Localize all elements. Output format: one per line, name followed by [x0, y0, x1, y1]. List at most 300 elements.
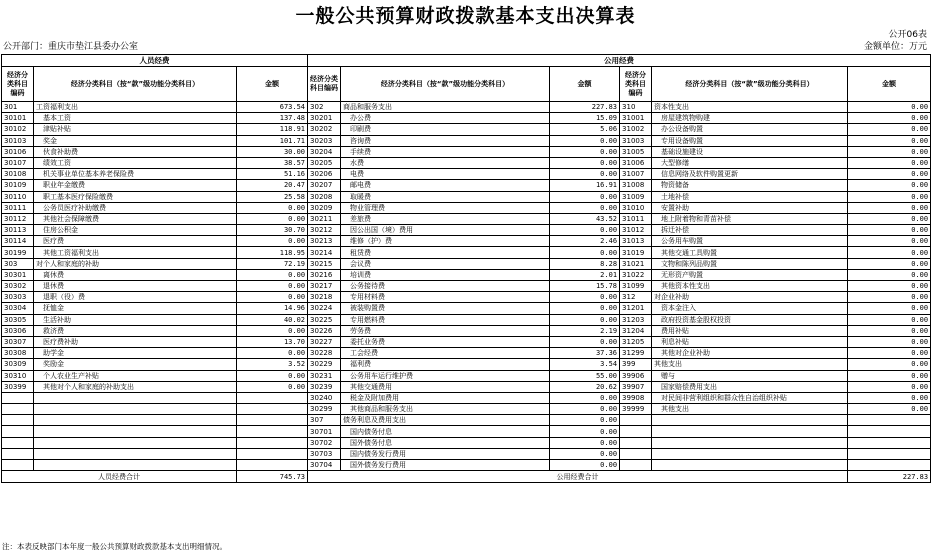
item-name-cell — [652, 437, 848, 448]
personnel-total-amount: 745.73 — [237, 471, 308, 483]
code-cell: 30217 — [308, 281, 341, 292]
code-cell: 30106 — [2, 146, 34, 157]
amount-cell: 0.00 — [550, 191, 620, 202]
table-row — [2, 359, 931, 370]
item-name-cell: 其他交通工具购置 — [652, 247, 848, 258]
item-name-cell: 医疗费 — [34, 236, 237, 247]
item-name-cell: 其他支出 — [652, 359, 848, 370]
table-row — [2, 325, 931, 336]
amount-cell: 14.96 — [237, 303, 308, 314]
code-cell: 30111 — [2, 202, 34, 213]
code-cell: 30702 — [308, 437, 341, 448]
item-name-cell — [652, 460, 848, 471]
amount-cell: 137.48 — [237, 113, 308, 124]
item-name-cell: 租赁费 — [341, 247, 550, 258]
item-name-cell: 绩效工资 — [34, 157, 237, 168]
item-name-cell: 维修（护）费 — [341, 236, 550, 247]
item-name-cell: 工资福利支出 — [34, 102, 237, 113]
code-cell — [2, 415, 34, 426]
code-cell: 312 — [620, 292, 652, 303]
amount-cell: 0.00 — [550, 460, 620, 471]
amount-cell: 0.00 — [550, 404, 620, 415]
item-name-cell: 资本性支出 — [652, 102, 848, 113]
item-name-cell: 公务员医疗补助缴费 — [34, 202, 237, 213]
amount-cell: 0.00 — [848, 113, 931, 124]
amount-cell: 0.00 — [237, 202, 308, 213]
amount-cell: 118.95 — [237, 247, 308, 258]
amount-cell: 3.52 — [237, 359, 308, 370]
amount-cell — [237, 426, 308, 437]
code-cell: 30239 — [308, 381, 341, 392]
item-name-cell — [652, 448, 848, 459]
amount-cell: 2.46 — [550, 236, 620, 247]
table-row — [2, 102, 931, 113]
code-cell: 30703 — [308, 448, 341, 459]
table-row — [2, 135, 931, 146]
item-name-cell: 水费 — [341, 157, 550, 168]
item-name-cell: 职业年金缴费 — [34, 180, 237, 191]
item-name-cell — [34, 437, 237, 448]
amount-cell: 25.58 — [237, 191, 308, 202]
item-name-cell: 税金及附加费用 — [341, 392, 550, 403]
amount-cell: 0.00 — [848, 314, 931, 325]
code-cell: 30224 — [308, 303, 341, 314]
item-name-cell: 其他对个人和家庭的补助支出 — [34, 381, 237, 392]
item-name-cell: 手续费 — [341, 146, 550, 157]
code-cell: 31001 — [620, 113, 652, 124]
table-row — [2, 169, 931, 180]
public-total-amount: 227.83 — [848, 471, 931, 483]
code-cell: 30704 — [308, 460, 341, 471]
amount-cell: 0.00 — [550, 303, 620, 314]
code-cell: 30211 — [308, 213, 341, 224]
code-cell: 31009 — [620, 191, 652, 202]
code-cell: 31002 — [620, 124, 652, 135]
item-name-cell: 助学金 — [34, 348, 237, 359]
amount-cell: 0.00 — [848, 213, 931, 224]
item-name-cell: 国外债务付息 — [341, 437, 550, 448]
table-row — [2, 281, 931, 292]
code-cell: 30304 — [2, 303, 34, 314]
amount-cell: 0.00 — [550, 146, 620, 157]
table-row — [2, 157, 931, 168]
table-row — [2, 404, 931, 415]
table-row — [2, 314, 931, 325]
amount-cell: 55.00 — [550, 370, 620, 381]
amount-cell: 0.00 — [550, 169, 620, 180]
footnote: 注：本表反映部门本年度一般公共预算财政拨款基本支出明细情况。 — [2, 542, 227, 551]
item-name-cell: 其他商品和服务支出 — [341, 404, 550, 415]
amount-cell: 0.00 — [550, 225, 620, 236]
table-row — [2, 448, 931, 459]
item-name-cell: 信息网络及软件购置更新 — [652, 169, 848, 180]
item-name-cell: 对民间非营利组织和群众性自治组织补贴 — [652, 392, 848, 403]
code-cell: 30114 — [2, 236, 34, 247]
col-header-code: 经济分类科目编码 — [308, 67, 341, 102]
item-name-cell: 咨询费 — [341, 135, 550, 146]
amount-cell: 43.52 — [550, 213, 620, 224]
code-cell — [2, 392, 34, 403]
item-name-cell: 国内债务发行费用 — [341, 448, 550, 459]
code-cell: 30701 — [308, 426, 341, 437]
item-name-cell: 奖励金 — [34, 359, 237, 370]
amount-cell: 20.47 — [237, 180, 308, 191]
code-cell: 30202 — [308, 124, 341, 135]
table-row — [2, 146, 931, 157]
table-row — [2, 258, 931, 269]
col-header-name: 经济分类科目（按“款”级功能分类科目） — [34, 67, 237, 102]
amount-cell: 0.00 — [848, 325, 931, 336]
amount-cell: 0.00 — [237, 213, 308, 224]
item-name-cell: 其他交通费用 — [341, 381, 550, 392]
amount-cell: 0.00 — [550, 202, 620, 213]
code-cell: 302 — [308, 102, 341, 113]
item-name-cell: 文物和陈列品购置 — [652, 258, 848, 269]
amount-cell — [237, 392, 308, 403]
col-header-amount: 金额 — [848, 67, 931, 102]
amount-cell: 0.00 — [848, 135, 931, 146]
code-cell: 30309 — [2, 359, 34, 370]
code-cell: 31005 — [620, 146, 652, 157]
amount-cell: 15.78 — [550, 281, 620, 292]
code-cell: 30199 — [2, 247, 34, 258]
code-cell: 30208 — [308, 191, 341, 202]
item-name-cell: 基本工资 — [34, 113, 237, 124]
code-cell — [2, 426, 34, 437]
amount-cell: 0.00 — [848, 180, 931, 191]
code-cell: 31022 — [620, 269, 652, 280]
code-cell: 30306 — [2, 325, 34, 336]
code-cell: 30108 — [2, 169, 34, 180]
code-cell: 30226 — [308, 325, 341, 336]
amount-cell: 0.00 — [237, 348, 308, 359]
code-cell: 30229 — [308, 359, 341, 370]
amount-cell: 101.71 — [237, 135, 308, 146]
code-cell: 30205 — [308, 157, 341, 168]
amount-cell: 0.00 — [848, 348, 931, 359]
item-name-cell: 委托业务费 — [341, 336, 550, 347]
amount-cell: 15.09 — [550, 113, 620, 124]
table-row — [2, 213, 931, 224]
amount-cell — [237, 448, 308, 459]
amount-cell: 0.00 — [848, 281, 931, 292]
amount-cell: 0.00 — [848, 146, 931, 157]
code-cell: 30225 — [308, 314, 341, 325]
code-cell: 30399 — [2, 381, 34, 392]
item-name-cell: 办公费 — [341, 113, 550, 124]
item-name-cell: 费用补贴 — [652, 325, 848, 336]
amount-cell: 0.00 — [848, 359, 931, 370]
item-name-cell: 医疗费补助 — [34, 336, 237, 347]
item-name-cell: 专用材料费 — [341, 292, 550, 303]
item-name-cell: 商品和服务支出 — [341, 102, 550, 113]
amount-cell: 0.00 — [848, 169, 931, 180]
item-name-cell — [34, 460, 237, 471]
item-name-cell: 无形资产购置 — [652, 269, 848, 280]
item-name-cell: 专用燃料费 — [341, 314, 550, 325]
code-cell: 30310 — [2, 370, 34, 381]
item-name-cell: 房屋建筑物购建 — [652, 113, 848, 124]
item-name-cell: 其他对企业补助 — [652, 348, 848, 359]
table-row — [2, 124, 931, 135]
item-name-cell: 其他支出 — [652, 404, 848, 415]
code-cell: 31205 — [620, 336, 652, 347]
code-cell — [620, 437, 652, 448]
table-row — [2, 180, 931, 191]
table-row — [2, 292, 931, 303]
code-cell: 30231 — [308, 370, 341, 381]
item-name-cell: 物资储备 — [652, 180, 848, 191]
code-cell: 30301 — [2, 269, 34, 280]
code-cell: 30113 — [2, 225, 34, 236]
item-name-cell: 邮电费 — [341, 180, 550, 191]
table-row — [2, 426, 931, 437]
amount-cell: 0.00 — [550, 135, 620, 146]
table-row — [2, 113, 931, 124]
code-cell: 301 — [2, 102, 34, 113]
item-name-cell: 职工基本医疗保险缴费 — [34, 191, 237, 202]
code-cell: 310 — [620, 102, 652, 113]
page-title: 一般公共预算财政拨款基本支出决算表 — [295, 5, 636, 27]
col-header-amount: 金额 — [237, 67, 308, 102]
item-name-cell: 国内债务付息 — [341, 426, 550, 437]
code-cell: 30110 — [2, 191, 34, 202]
item-name-cell: 债务利息及费用支出 — [341, 415, 550, 426]
code-cell: 31008 — [620, 180, 652, 191]
amount-cell: 0.00 — [237, 370, 308, 381]
amount-cell: 30.00 — [237, 146, 308, 157]
item-name-cell: 取暖费 — [341, 191, 550, 202]
code-cell: 30213 — [308, 236, 341, 247]
code-cell — [2, 460, 34, 471]
item-name-cell: 办公设备购置 — [652, 124, 848, 135]
col-header-amount: 金额 — [550, 67, 620, 102]
code-cell: 399 — [620, 359, 652, 370]
unit-label: 金额单位：万元 — [863, 42, 927, 52]
item-name-cell: 对个人和家庭的补助 — [34, 258, 237, 269]
item-name-cell: 利息补贴 — [652, 336, 848, 347]
section-personnel-header: 人员经费 — [2, 55, 308, 67]
amount-cell: 3.54 — [550, 359, 620, 370]
code-cell: 31012 — [620, 225, 652, 236]
item-name-cell: 住房公积金 — [34, 225, 237, 236]
amount-cell: 2.01 — [550, 269, 620, 280]
col-header-code: 经济分类科目编码 — [2, 67, 34, 102]
code-cell: 30308 — [2, 348, 34, 359]
code-cell — [620, 426, 652, 437]
item-name-cell: 生活补助 — [34, 314, 237, 325]
item-name-cell: 印刷费 — [341, 124, 550, 135]
code-cell: 31007 — [620, 169, 652, 180]
public-total-label: 公用经费合计 — [308, 471, 848, 483]
table-row — [2, 348, 931, 359]
item-name-cell — [34, 415, 237, 426]
code-cell: 307 — [308, 415, 341, 426]
code-cell: 39906 — [620, 370, 652, 381]
item-name-cell: 政府投资基金股权投资 — [652, 314, 848, 325]
item-name-cell: 差旅费 — [341, 213, 550, 224]
item-name-cell — [34, 426, 237, 437]
item-name-cell: 培训费 — [341, 269, 550, 280]
code-cell: 30228 — [308, 348, 341, 359]
item-name-cell: 救济费 — [34, 325, 237, 336]
table-row — [2, 392, 931, 403]
department-label: 公开部门：重庆市垫江县委办公室 — [3, 42, 139, 52]
code-cell: 30305 — [2, 314, 34, 325]
item-name-cell: 基础设施建设 — [652, 146, 848, 157]
amount-cell: 0.00 — [848, 157, 931, 168]
amount-cell — [848, 448, 931, 459]
table-row — [2, 460, 931, 471]
item-name-cell: 大型修缮 — [652, 157, 848, 168]
code-cell: 30215 — [308, 258, 341, 269]
col-header-code: 经济分类科目编码 — [620, 67, 652, 102]
table-row — [2, 202, 931, 213]
code-cell — [2, 437, 34, 448]
code-cell: 30216 — [308, 269, 341, 280]
code-cell — [620, 448, 652, 459]
item-name-cell: 个人农业生产补贴 — [34, 370, 237, 381]
amount-cell: 0.00 — [848, 336, 931, 347]
code-cell: 30204 — [308, 146, 341, 157]
amount-cell: 0.00 — [848, 124, 931, 135]
table-number: 公开06表 — [888, 30, 927, 40]
amount-cell: 8.28 — [550, 258, 620, 269]
amount-cell: 0.00 — [848, 191, 931, 202]
code-cell: 30302 — [2, 281, 34, 292]
code-cell: 30201 — [308, 113, 341, 124]
code-cell: 30212 — [308, 225, 341, 236]
amount-cell: 0.00 — [550, 336, 620, 347]
item-name-cell: 其他社会保障缴费 — [34, 213, 237, 224]
table-row — [2, 269, 931, 280]
amount-cell — [848, 426, 931, 437]
code-cell: 31013 — [620, 236, 652, 247]
table-row — [2, 437, 931, 448]
amount-cell: 30.70 — [237, 225, 308, 236]
code-cell: 30206 — [308, 169, 341, 180]
code-cell: 30203 — [308, 135, 341, 146]
amount-cell: 227.83 — [550, 102, 620, 113]
item-name-cell: 国外债务发行费用 — [341, 460, 550, 471]
code-cell: 31011 — [620, 213, 652, 224]
item-name-cell: 工会经费 — [341, 348, 550, 359]
amount-cell: 51.16 — [237, 169, 308, 180]
code-cell: 31003 — [620, 135, 652, 146]
code-cell: 30207 — [308, 180, 341, 191]
amount-cell: 13.70 — [237, 336, 308, 347]
code-cell: 30218 — [308, 292, 341, 303]
item-name-cell: 离休费 — [34, 269, 237, 280]
code-cell: 31019 — [620, 247, 652, 258]
totals-row — [2, 471, 931, 483]
item-name-cell: 拆迁补偿 — [652, 225, 848, 236]
amount-cell — [848, 437, 931, 448]
amount-cell: 0.00 — [237, 269, 308, 280]
amount-cell: 118.91 — [237, 124, 308, 135]
amount-cell: 5.06 — [550, 124, 620, 135]
code-cell: 30303 — [2, 292, 34, 303]
amount-cell: 0.00 — [848, 247, 931, 258]
table-row — [2, 225, 931, 236]
item-name-cell: 公务接待费 — [341, 281, 550, 292]
table-row — [2, 336, 931, 347]
code-cell: 39907 — [620, 381, 652, 392]
amount-cell: 0.00 — [237, 381, 308, 392]
amount-cell: 0.00 — [848, 202, 931, 213]
item-name-cell: 因公出国（境）费用 — [341, 225, 550, 236]
item-name-cell: 地上附着物和青苗补偿 — [652, 213, 848, 224]
item-name-cell: 公务用车购置 — [652, 236, 848, 247]
item-name-cell: 对企业补助 — [652, 292, 848, 303]
amount-cell: 0.00 — [848, 381, 931, 392]
code-cell: 30112 — [2, 213, 34, 224]
item-name-cell: 土地补偿 — [652, 191, 848, 202]
code-cell — [2, 404, 34, 415]
amount-cell — [848, 460, 931, 471]
amount-cell: 0.00 — [237, 281, 308, 292]
amount-cell — [237, 437, 308, 448]
amount-cell: 673.54 — [237, 102, 308, 113]
table-row — [2, 247, 931, 258]
section-public-header: 公用经费 — [308, 55, 931, 67]
personnel-total-label: 人员经费合计 — [2, 471, 237, 483]
code-cell: 31201 — [620, 303, 652, 314]
amount-cell: 0.00 — [848, 392, 931, 403]
code-cell — [620, 460, 652, 471]
code-cell: 30240 — [308, 392, 341, 403]
item-name-cell: 公务用车运行维护费 — [341, 370, 550, 381]
code-cell: 31006 — [620, 157, 652, 168]
code-cell — [2, 448, 34, 459]
code-cell: 39999 — [620, 404, 652, 415]
item-name-cell: 赠与 — [652, 370, 848, 381]
item-name-cell: 其他资本性支出 — [652, 281, 848, 292]
item-name-cell — [34, 448, 237, 459]
item-name-cell: 抚恤金 — [34, 303, 237, 314]
code-cell: 31203 — [620, 314, 652, 325]
table-row — [2, 381, 931, 392]
amount-cell: 2.19 — [550, 325, 620, 336]
amount-cell — [848, 415, 931, 426]
amount-cell: 0.00 — [550, 292, 620, 303]
amount-cell: 0.00 — [848, 370, 931, 381]
col-header-name: 经济分类科目（按“款”级功能分类科目） — [652, 67, 848, 102]
amount-cell: 0.00 — [848, 102, 931, 113]
amount-cell: 0.00 — [550, 426, 620, 437]
code-cell: 303 — [2, 258, 34, 269]
code-cell — [620, 415, 652, 426]
item-name-cell: 专用设备购置 — [652, 135, 848, 146]
item-name-cell: 被装购置费 — [341, 303, 550, 314]
code-cell: 31204 — [620, 325, 652, 336]
item-name-cell: 津贴补贴 — [34, 124, 237, 135]
expenditure-table — [1, 54, 931, 483]
code-cell: 39908 — [620, 392, 652, 403]
col-header-name: 经济分类科目（按“款”级功能分类科目） — [341, 67, 550, 102]
code-cell: 30107 — [2, 157, 34, 168]
amount-cell: 0.00 — [550, 157, 620, 168]
item-name-cell: 奖金 — [34, 135, 237, 146]
amount-cell — [237, 415, 308, 426]
amount-cell: 16.91 — [550, 180, 620, 191]
table-row — [2, 191, 931, 202]
item-name-cell — [34, 392, 237, 403]
code-cell: 30214 — [308, 247, 341, 258]
code-cell: 30101 — [2, 113, 34, 124]
table-row — [2, 370, 931, 381]
code-cell: 30299 — [308, 404, 341, 415]
